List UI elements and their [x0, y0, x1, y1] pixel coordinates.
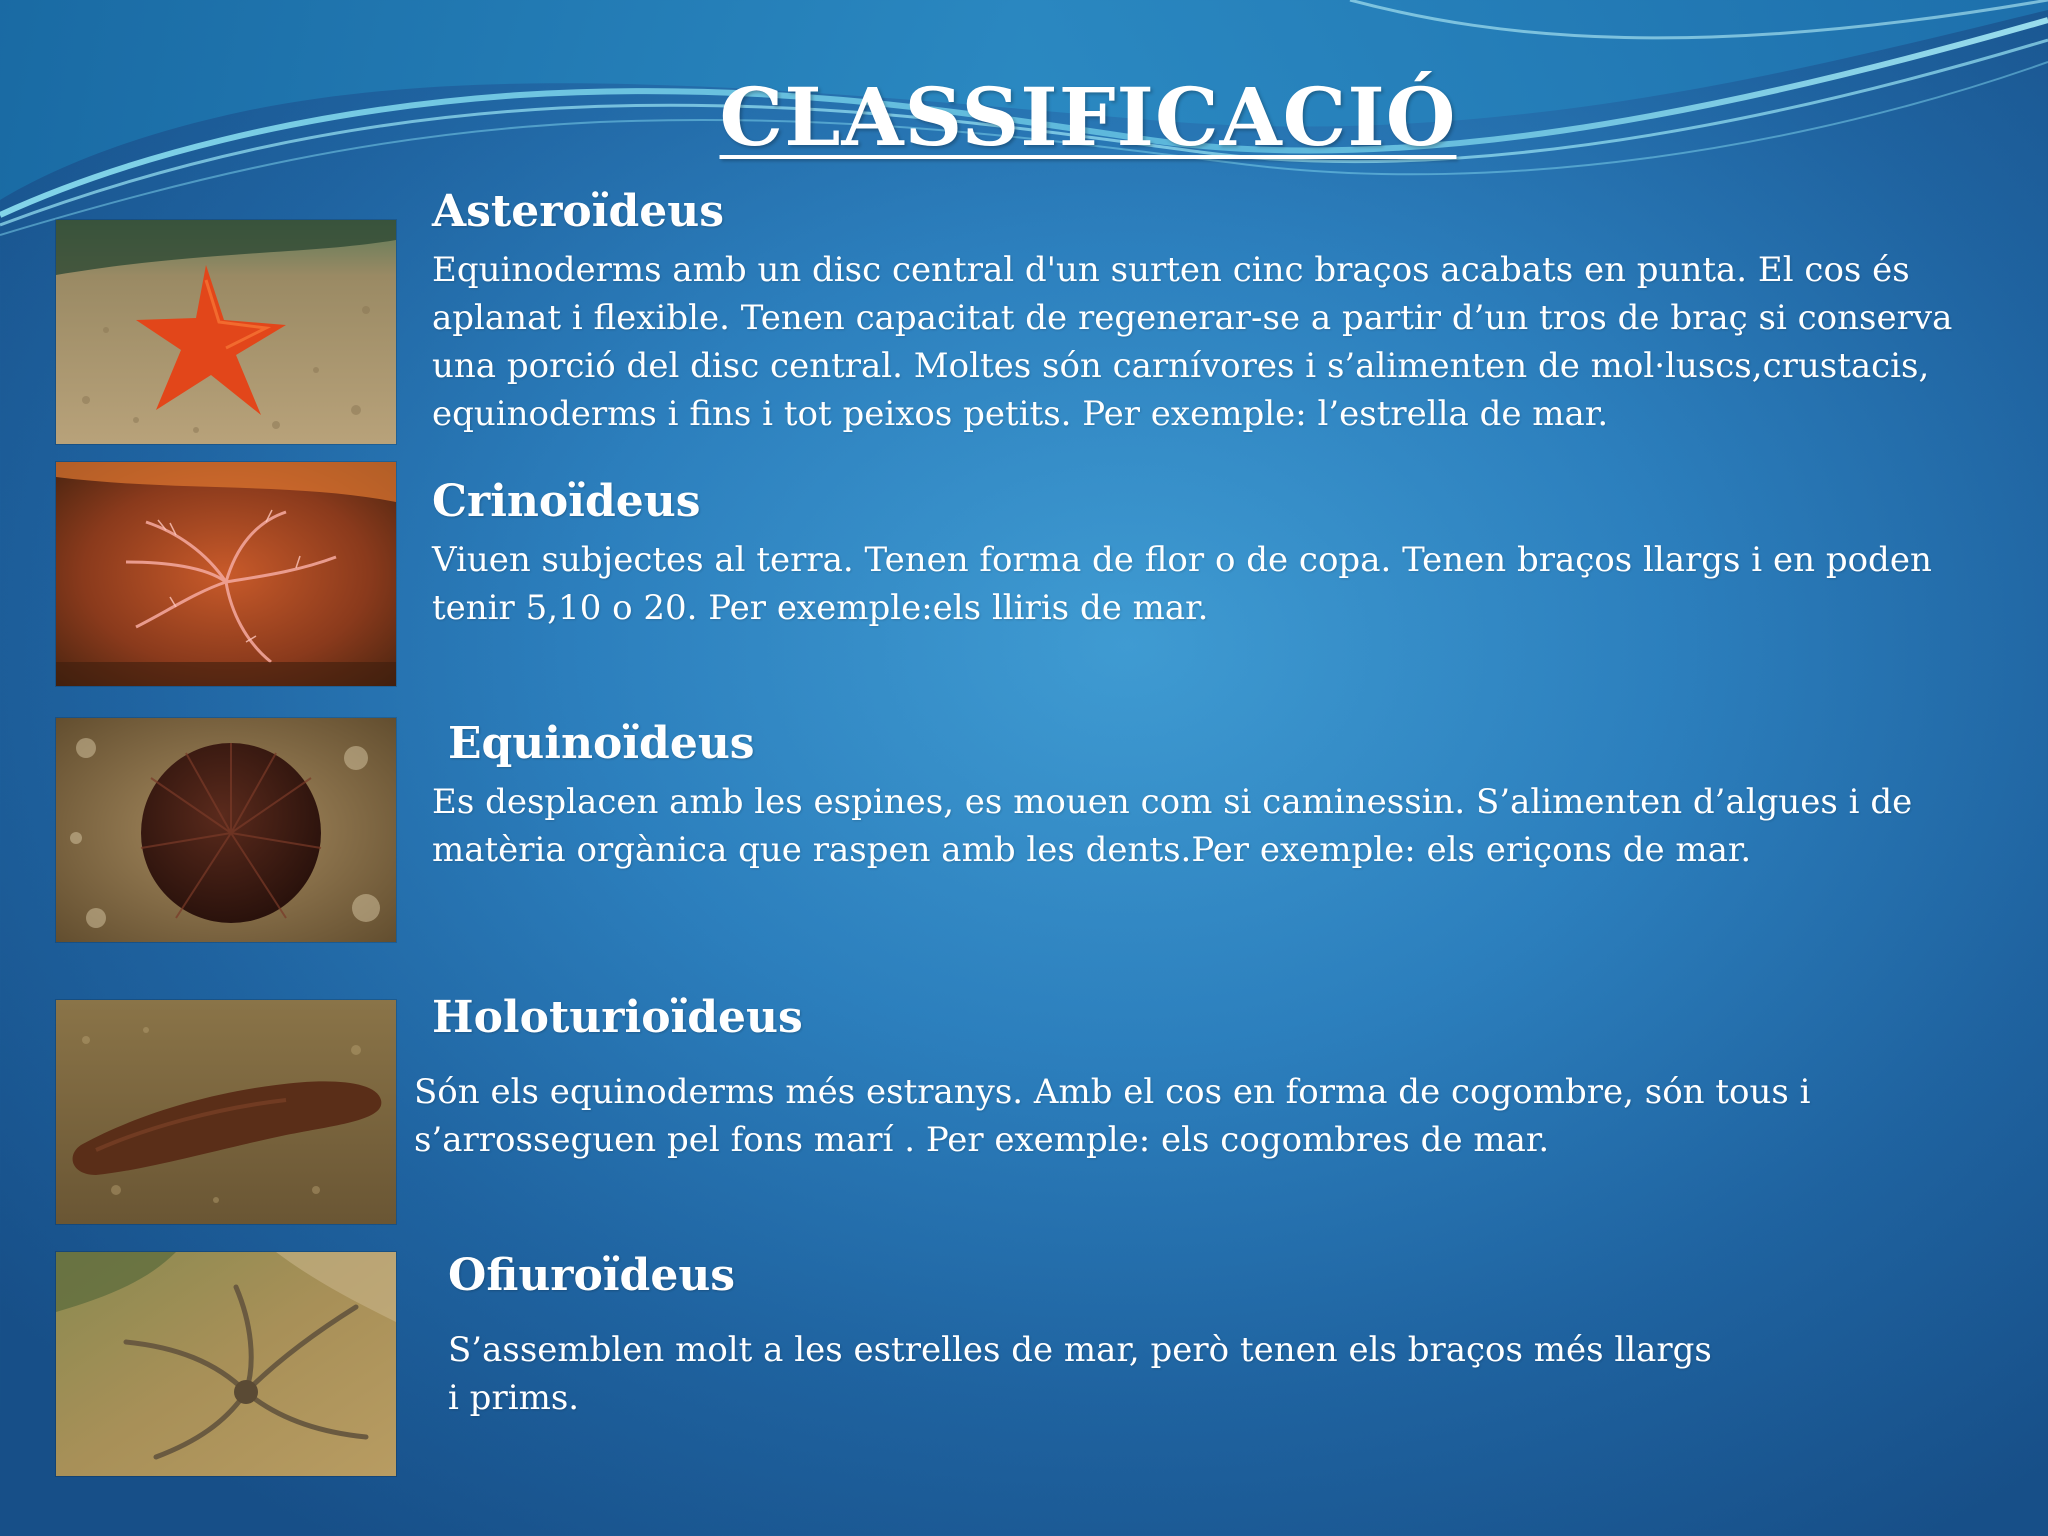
sea-cucumber-photo — [56, 1000, 396, 1224]
section-text-ofiuroideus: S’assemblen molt a les estrelles de mar, però tenen els braços més llargs i prims. — [448, 1330, 1712, 1418]
section-heading-asteroideus: Asteroïdeus — [432, 186, 724, 237]
sea-lily-photo — [56, 462, 396, 686]
section-heading-equinoideus: Equinoïdeus — [448, 718, 755, 769]
section-text-crinoideus: Viuen subjectes al terra. Tenen forma de flor o de copa. Tenen braços llargs i en poden tenir 5,10 o 20. Per exemple:els lliris de mar. — [432, 540, 1932, 628]
section-text-holoturioideus: Són els equinoderms més estranys. Amb el cos en forma de cogombre, són tous i s’arrosseguen pel fons marí . Per exemple: els cogombres de mar. — [414, 1072, 1811, 1160]
starfish-photo — [56, 220, 396, 444]
brittle-star-photo — [56, 1252, 396, 1476]
section-heading-holoturioideus: Holoturioïdeus — [432, 992, 803, 1043]
sea-urchin-photo — [56, 718, 396, 942]
section-heading-ofiuroideus: Ofiuroïdeus — [448, 1250, 736, 1301]
slide-title: CLASSIFICACIÓ — [719, 70, 1457, 164]
section-heading-crinoideus: Crinoïdeus — [432, 476, 701, 527]
section-text-equinoideus: Es desplacen amb les espines, es mouen com si caminessin. S’alimenten d’algues i de matèria orgànica que raspen amb les dents.Per exemple: els eriçons de mar. — [432, 782, 1913, 870]
section-text-asteroideus: Equinoderms amb un disc central d'un surten cinc braços acabats en punta. El cos és aplanat i flexible. Tenen capacitat de regenerar-se a partir d’un tros de braç si conserva una porció del disc central. Moltes són carnívores i s’alimenten de mol·luscs,crustacis, equinoderms i fins i tot peixos petits. Per exemple: l’estrella de mar. — [432, 250, 1953, 434]
